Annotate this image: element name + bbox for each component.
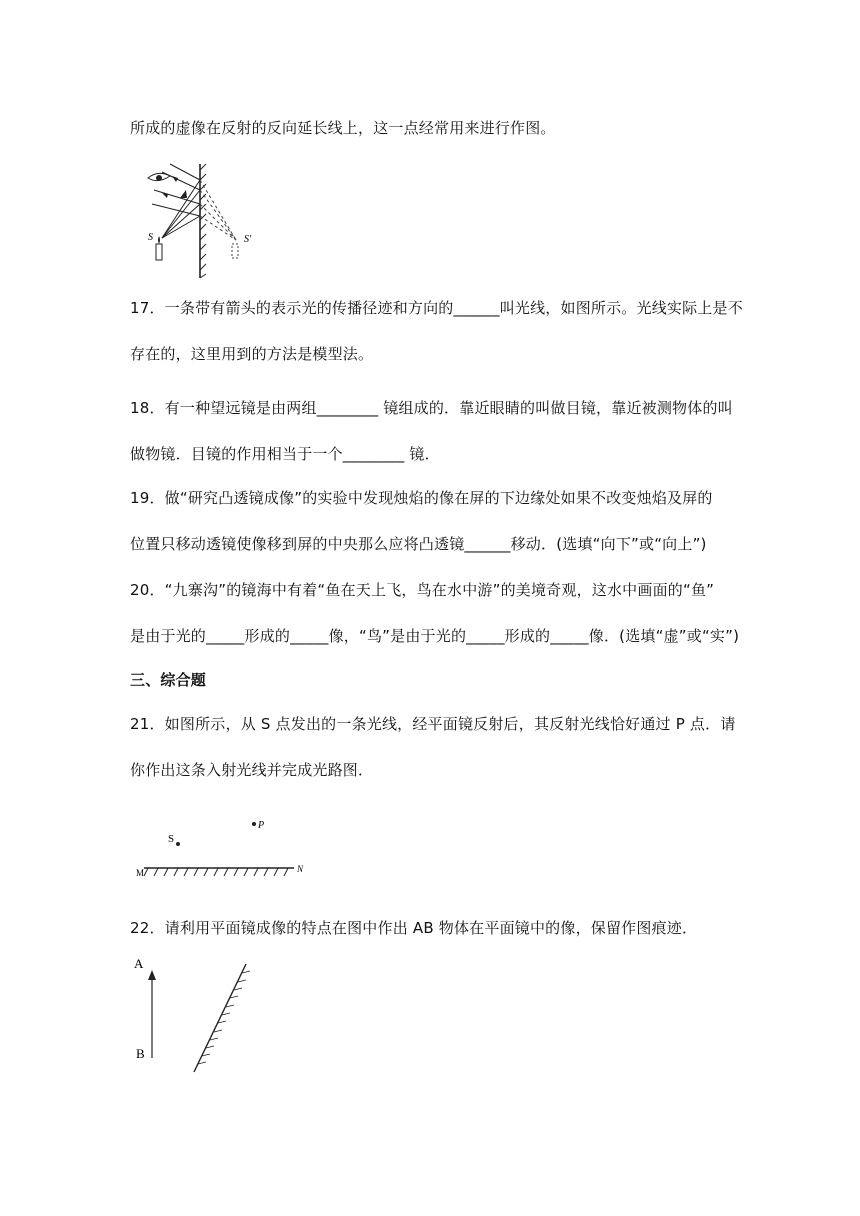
q19-line2: 位置只移动透镜使像移到屏的中央那么应将凸透镜______移动．(选填“向下”或“向上”) [130,535,707,553]
label-point-s: S [168,833,175,845]
virtual-candle-icon [232,244,238,258]
object-ab-mirror-figure [128,950,268,1080]
q17-line2: 存在的，这里用到的方法是模型法。 [130,345,374,363]
label-s-prime: S′ [244,234,252,245]
q19-line1: 19．做“研究凸透镜成像”的实验中发现烛焰的像在屏的下边缘处如果不改变烛焰及屏的 [130,489,713,507]
q18-line1: 18．有一种望远镜是由两组________ 镜组成的．靠近眼睛的叫做目镜，靠近被测物体的叫 [130,399,733,417]
slanted-mirror [194,964,246,1072]
q21-line1: 21．如图所示，从 S 点发出的一条光线，经平面镜反射后，其反射光线恰好通过 P 点．请 [130,715,736,733]
q21-line2: 你作出这条入射光线并完成光路图． [130,761,374,779]
label-b: B [136,1046,145,1061]
slanted-mirror-hatching [198,971,250,1064]
q20-line2: 是由于光的_____形成的_____像，“鸟”是由于光的_____形成的_____像．(选填“虚”或“实”) [130,627,740,645]
section-3-heading: 三、综合题 [130,671,207,689]
reflected-rays [152,164,200,216]
label-s: S [148,232,153,243]
incident-rays [162,180,200,238]
ray-arrowheads [162,176,187,198]
arrow-up-icon [148,970,156,980]
mirror-sp-figure [134,810,314,882]
label-n: N [297,864,304,874]
label-a: A [134,956,144,971]
q20-line1: 20．“九寨沟”的镜海中有着“鱼在天上飞，鸟在水中游”的美境奇观，这水中画面的“鱼” [130,581,715,599]
mirror-mn-hatching [144,868,288,876]
virtual-extensions [200,180,236,240]
label-m: M [136,868,145,878]
label-point-p: P [258,820,265,831]
intro-text: 所成的虚像在反射的反向延长线上，这一点经常用来进行作图。 [130,119,556,137]
candle-icon [156,244,162,260]
q17-line1: 17．一条带有箭头的表示光的传播径迹和方向的______叫光线，如图所示。光线实际上是不 [130,299,743,317]
mirror-reflection-figure [140,160,270,282]
q18-line2: 做物镜．目镜的作用相当于一个________ 镜． [130,445,440,463]
point-s [176,842,180,846]
point-p [252,822,256,826]
q22-line1: 22．请利用平面镜成像的特点在图中作出 AB 物体在平面镜中的像，保留作图痕迹． [130,919,698,937]
